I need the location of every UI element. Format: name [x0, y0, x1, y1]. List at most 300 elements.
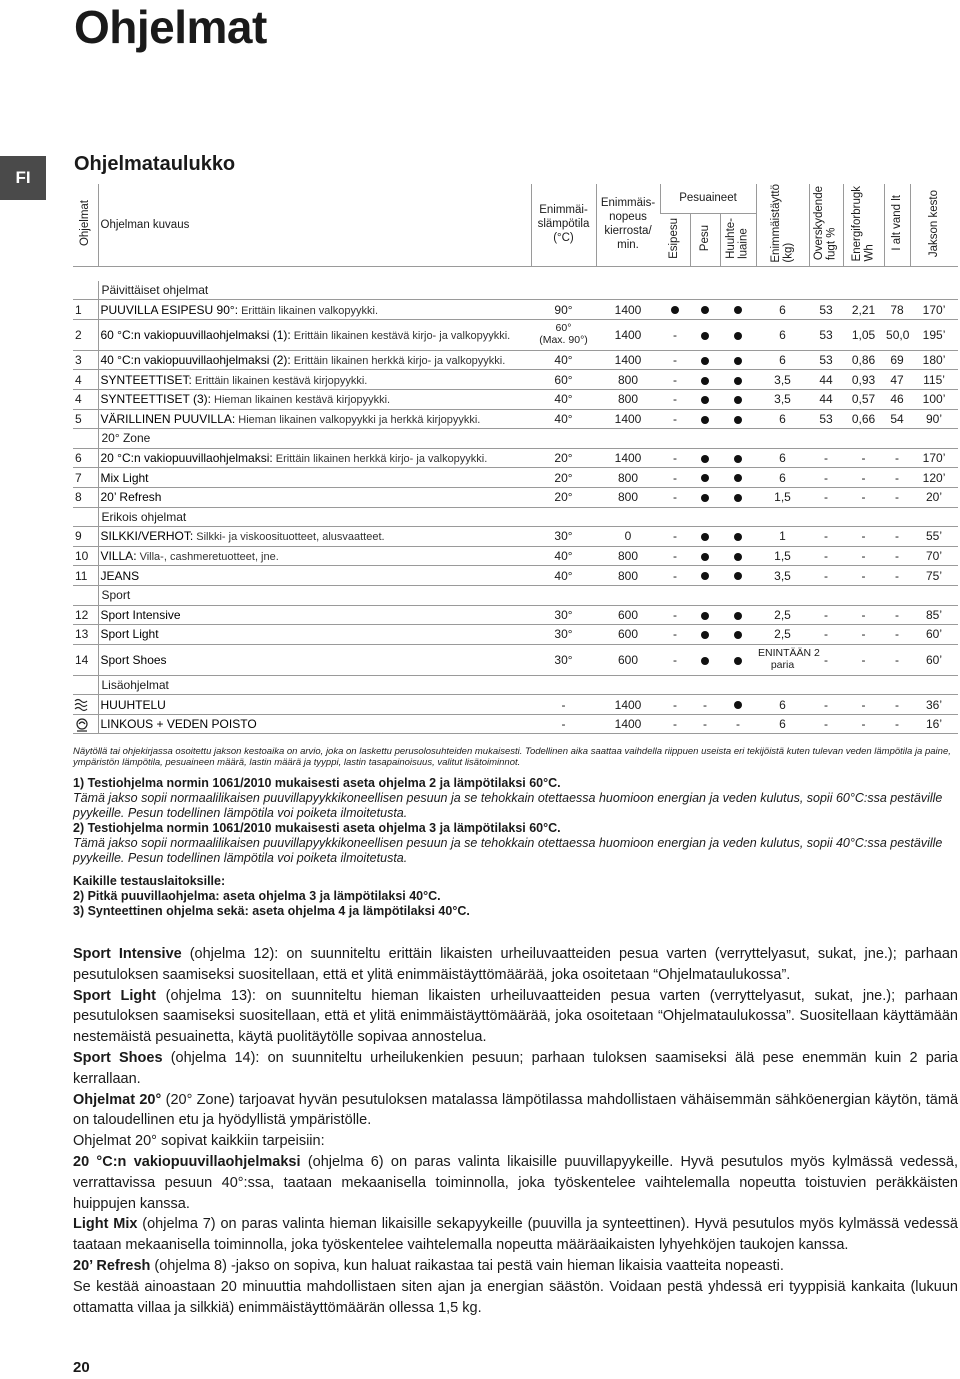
water-consumption: - [884, 644, 910, 675]
prewash: - [660, 527, 690, 547]
wash [690, 644, 720, 675]
residual-moisture: 44 [809, 389, 843, 409]
softener [720, 300, 756, 320]
spin-speed: 1400 [596, 350, 660, 370]
softener [720, 448, 756, 468]
prewash: - [660, 370, 690, 390]
paragraph [73, 1277, 958, 1319]
cycle-duration: 170’ [910, 448, 958, 468]
spin-speed: 1400 [596, 319, 660, 350]
spin-speed: 800 [596, 487, 660, 507]
softener [720, 695, 756, 715]
footnote-2-title: 2) Testiohjelma normin 1061/2010 mukaisesti aseta ohjelma 3 ja lämpötilaksi 60°C. [73, 821, 561, 835]
dot-icon [734, 357, 742, 365]
program-name: HUUHTELU [100, 697, 166, 712]
residual-moisture: - [809, 625, 843, 645]
dot-icon [701, 494, 709, 502]
dot-icon [734, 332, 742, 340]
water-consumption: - [884, 566, 910, 586]
program-detail: Villa-, cashmeretuotteet, jne. [136, 551, 279, 564]
group-spacer [73, 585, 98, 605]
temperature: 30° [531, 644, 596, 675]
cycle-duration: 55’ [910, 527, 958, 547]
dot-icon [734, 701, 742, 709]
program-name: 20’ Refresh [100, 490, 162, 505]
paragraph-text: (ohjelma 13): on suunniteltu hieman likaisten urheiluvaatteiden pesua varten (verryttelyasut, sukat, jne.); parhaan pesutuloksen saamiseksi suositellaan, että et ylitä enimmäistäyttömäärää, joka osoitetaan “Ohjelmataulukossa”. Suositellaan käyttämään nestemäistä pesuainetta, käytä puolitäytölle sopivaa annostelua. [73, 987, 958, 1046]
labs-title: Kaikille testauslaitoksille: [73, 874, 226, 888]
water-consumption: - [884, 625, 910, 645]
program-name: Sport Shoes [100, 652, 167, 667]
energy-consumption: - [843, 695, 884, 715]
header-softener: Huuhte- luaine [720, 213, 756, 266]
program-number: 2 [73, 319, 98, 350]
wash [690, 409, 720, 429]
wash [690, 527, 720, 547]
program-description [98, 695, 531, 715]
program-name: SILKKI/VERHOT: [100, 529, 194, 544]
prewash: - [660, 566, 690, 586]
cycle-duration: 195’ [910, 319, 958, 350]
header-energy: Energiforbrugk Wh [843, 184, 884, 266]
wash [690, 468, 720, 488]
paragraph-keyword: Ohjelmat 20° [73, 1091, 162, 1108]
header-duration: Jakson kesto [910, 184, 958, 266]
group-spacer [73, 675, 98, 695]
paragraph [73, 986, 958, 1048]
cycle-duration: 60’ [910, 625, 958, 645]
header-max-load: Enimmäistäyttö (kg) [756, 184, 809, 266]
header-max-temp: Enimmäi- slämpötila (°C) [531, 184, 596, 266]
energy-consumption: - [843, 546, 884, 566]
softener [720, 527, 756, 547]
temperature: 20° [531, 487, 596, 507]
softener: - [720, 714, 756, 734]
program-description [98, 409, 531, 429]
wash [690, 546, 720, 566]
paragraph [73, 1256, 958, 1277]
table-row [73, 527, 958, 547]
temperature [531, 319, 596, 350]
page-title: Ohjelmat [74, 1, 267, 53]
max-load: 1,5 [756, 487, 809, 507]
max-load: 6 [756, 695, 809, 715]
water-consumption: - [884, 487, 910, 507]
cycle-duration: 16’ [910, 714, 958, 734]
water-consumption: 69 [884, 350, 910, 370]
program-detail: Silkki- ja viskoosituotteet, alusvaatteet. [193, 531, 385, 544]
header-water: I alt vand lt [884, 184, 910, 266]
energy-consumption: - [843, 605, 884, 625]
program-detail: Hieman likainen valkopyykki ja herkkä kirjopyykki. [235, 413, 481, 426]
group-spacer [73, 281, 98, 300]
paragraph [73, 1090, 958, 1132]
dot-icon [734, 416, 742, 424]
max-load: 1 [756, 527, 809, 547]
program-number: 4 [73, 389, 98, 409]
max-load-value: ENINTÄÄN 2 [758, 647, 820, 660]
residual-moisture: - [809, 448, 843, 468]
table-row [73, 566, 958, 586]
group-label: 20° Zone [98, 429, 958, 449]
dot-icon [734, 494, 742, 502]
program-description [98, 714, 531, 734]
table-row [73, 370, 958, 390]
max-load: 3,5 [756, 370, 809, 390]
water-consumption: - [884, 527, 910, 547]
header-programs: Ohjelmat [73, 184, 98, 266]
dot-icon [734, 474, 742, 482]
water-consumption: - [884, 714, 910, 734]
paragraph-keyword: 20’ Refresh [73, 1257, 151, 1274]
header-max-speed: Enimmäis- nopeus kierrosta/ min. [596, 184, 660, 266]
max-load: 6 [756, 448, 809, 468]
energy-consumption: - [843, 527, 884, 547]
wash: - [690, 695, 720, 715]
dot-icon [734, 306, 742, 314]
temperature: 40° [531, 546, 596, 566]
max-load: 6 [756, 350, 809, 370]
dot-icon [701, 474, 709, 482]
program-name: Sport Light [100, 627, 159, 642]
program-name: 20 °C:n vakiopuuvillaohjelmaksi: [100, 451, 273, 466]
paragraph-keyword: Light Mix [73, 1216, 138, 1233]
group-row [73, 281, 958, 300]
water-consumption: 46 [884, 389, 910, 409]
program-detail: Erittäin likainen herkkä kirjo- ja valkopyykki. [272, 453, 488, 466]
spin-icon [73, 718, 91, 732]
program-description [98, 605, 531, 625]
residual-moisture: 53 [809, 319, 843, 350]
paragraph [73, 1048, 958, 1090]
softener [720, 644, 756, 675]
program-description [98, 468, 531, 488]
cycle-duration: 70’ [910, 546, 958, 566]
group-row [73, 507, 958, 527]
spin-speed: 600 [596, 644, 660, 675]
energy-consumption: 0,93 [843, 370, 884, 390]
paragraph-text: (ohjelma 7) on paras valinta hieman likaisille sekapyykeille (puuvilla ja synteettinen). Hyvä pesutulos myös kylmässä vedessä taataan mekaanisella toiminnolla, joka työskentelee vaihtelemalla nopeutta määräaikaisten lyhyehköjen taukojen kanssa. [73, 1216, 958, 1254]
program-description [98, 319, 531, 350]
max-load: 6 [756, 319, 809, 350]
softener [720, 487, 756, 507]
softener [720, 468, 756, 488]
dot-icon [701, 612, 709, 620]
page-number: 20 [73, 1359, 90, 1376]
program-name: JEANS [100, 568, 140, 583]
residual-moisture: - [809, 714, 843, 734]
program-name: PUUVILLA ESIPESU 90°: [100, 302, 239, 317]
paragraph [73, 944, 958, 986]
program-name: LINKOUS + VEDEN POISTO [100, 717, 257, 732]
program-name: 60 °C:n vakiopuuvillaohjelmaksi (1): [100, 327, 291, 342]
dot-icon [734, 631, 742, 639]
paragraph-text: (ohjelma 14): on suunniteltu urheilukenkien pesuun; parhaan tuloksen saamiseksi älä pese enemmän kuin 2 paria kerrallaan. [73, 1049, 958, 1087]
program-number: 9 [73, 527, 98, 547]
spin-speed: 800 [596, 546, 660, 566]
wash [690, 448, 720, 468]
program-description [98, 566, 531, 586]
dot-icon [734, 455, 742, 463]
dot-icon [671, 306, 679, 314]
paragraph-keyword: Sport Light [73, 987, 156, 1004]
program-name: Sport Intensive [100, 607, 181, 622]
program-descriptions [73, 944, 958, 1318]
softener [720, 370, 756, 390]
residual-moisture: - [809, 527, 843, 547]
program-number: 10 [73, 546, 98, 566]
prewash: - [660, 605, 690, 625]
temperature: - [531, 695, 596, 715]
program-description [98, 300, 531, 320]
table-row [73, 605, 958, 625]
max-load: 6 [756, 409, 809, 429]
table-row [73, 487, 958, 507]
dot-icon [701, 572, 709, 580]
group-spacer [73, 429, 98, 449]
paragraph [73, 1214, 958, 1256]
spin-speed: 1400 [596, 448, 660, 468]
spin-speed: 1400 [596, 714, 660, 734]
cycle-duration: 36’ [910, 695, 958, 715]
dot-icon [701, 332, 709, 340]
table-row [73, 350, 958, 370]
residual-moisture: - [809, 487, 843, 507]
prewash: - [660, 644, 690, 675]
wash [690, 389, 720, 409]
program-description [98, 487, 531, 507]
paragraph [73, 1131, 958, 1152]
max-load: 3,5 [756, 389, 809, 409]
table-row [73, 409, 958, 429]
program-number [73, 714, 98, 734]
cycle-duration: 20’ [910, 487, 958, 507]
prewash: - [660, 448, 690, 468]
energy-consumption: 0,66 [843, 409, 884, 429]
program-table [73, 184, 958, 734]
program-description [98, 625, 531, 645]
max-load: 2,5 [756, 605, 809, 625]
program-name: 40 °C:n vakiopuuvillaohjelmaksi (2): [100, 353, 291, 368]
cycle-duration: 60’ [910, 644, 958, 675]
program-name: SYNTEETTISET: [100, 372, 192, 387]
cycle-duration: 75’ [910, 566, 958, 586]
footnote-1-text: Tämä jakso sopii normaalilikaisen puuvillapyykkikoneellisen pesuun ja se tehokkain otettaessa huomioon energian ja veden kulutus, sopii 60°C:ssa pestäville pyykeille. Pesun todellinen lämpötila voi poiketa ilmoitetusta. [73, 791, 943, 820]
group-row [73, 675, 958, 695]
dot-icon [734, 377, 742, 385]
group-row [73, 585, 958, 605]
energy-consumption: - [843, 714, 884, 734]
max-load: 6 [756, 714, 809, 734]
residual-moisture: - [809, 605, 843, 625]
table-row [73, 468, 958, 488]
program-description [98, 448, 531, 468]
prewash: - [660, 468, 690, 488]
temperature: - [531, 714, 596, 734]
header-description: Ohjelman kuvaus [98, 184, 531, 266]
softener [720, 389, 756, 409]
spin-speed: 600 [596, 605, 660, 625]
spin-speed: 800 [596, 370, 660, 390]
table-row [73, 546, 958, 566]
water-consumption: 50,0 [884, 319, 910, 350]
table-row [73, 448, 958, 468]
prewash: - [660, 409, 690, 429]
prewash: - [660, 350, 690, 370]
footnotes [73, 776, 958, 919]
water-consumption: - [884, 448, 910, 468]
program-description [98, 350, 531, 370]
water-consumption: 78 [884, 300, 910, 320]
energy-consumption: 0,86 [843, 350, 884, 370]
paragraph-keyword: Sport Intensive [73, 946, 182, 962]
dot-icon [701, 416, 709, 424]
temperature-value: 60° [555, 322, 572, 335]
prewash: - [660, 389, 690, 409]
wash [690, 566, 720, 586]
max-load [756, 644, 820, 675]
dot-icon [734, 533, 742, 541]
temperature: 40° [531, 566, 596, 586]
temperature: 40° [531, 389, 596, 409]
spin-speed: 1400 [596, 409, 660, 429]
group-label: Lisäohjelmat [98, 675, 958, 695]
energy-consumption: 2,21 [843, 300, 884, 320]
table-row [73, 695, 958, 715]
prewash: - [660, 625, 690, 645]
program-description [98, 546, 531, 566]
program-number: 1 [73, 300, 98, 320]
max-load-unit: paria [770, 658, 795, 671]
program-number: 8 [73, 487, 98, 507]
program-detail: Erittäin likainen valkopyykki. [238, 304, 379, 317]
softener [720, 546, 756, 566]
dot-icon [734, 396, 742, 404]
program-number [73, 695, 98, 715]
header-residual: Overskydende fugt % [809, 184, 843, 266]
program-detail: Erittäin likainen kestävä kirjo- ja valkopyykki. [290, 329, 511, 342]
table-row [73, 714, 958, 734]
softener [720, 350, 756, 370]
paragraph-keyword: 20 °C:n vakiopuuvillaohjelmaksi [73, 1153, 301, 1170]
program-name: SYNTEETTISET (3): [100, 392, 211, 407]
program-name: VÄRILLINEN PUUVILLA: [100, 411, 236, 426]
rinse-icon [73, 698, 91, 712]
energy-consumption: 1,05 [843, 319, 884, 350]
cycle-duration: 120’ [910, 468, 958, 488]
paragraph-text: (ohjelma 6) on paras valinta likaisille puuvillapyykeille. Hyvä pesutulos myös kylmässä vedessä, verrattavissa pesuun 40°:ssa, taataan mekaanisella toiminnolla, joka työskentelee vaihtelemalla nopeutta toistuvien peräkkäisten huippujen kanssa. [73, 1153, 958, 1212]
cycle-duration: 115’ [910, 370, 958, 390]
water-consumption: - [884, 468, 910, 488]
temperature: 60° [531, 370, 596, 390]
program-detail: Erittäin likainen herkkä kirjo- ja valkopyykki. [290, 355, 506, 368]
max-load: 1,5 [756, 546, 809, 566]
program-number: 7 [73, 468, 98, 488]
residual-moisture: 53 [809, 300, 843, 320]
table-row [73, 300, 958, 320]
dot-icon [734, 612, 742, 620]
dot-icon [701, 396, 709, 404]
energy-consumption: - [843, 566, 884, 586]
table-row [73, 319, 958, 350]
max-load: 3,5 [756, 566, 809, 586]
softener [720, 319, 756, 350]
wash [690, 370, 720, 390]
program-number: 5 [73, 409, 98, 429]
labs-line-3: 3) Synteettinen ohjelma sekä: aseta ohjelma 4 ja lämpötilaksi 40°C. [73, 904, 470, 918]
language-tab: FI [0, 156, 46, 200]
residual-moisture: 53 [809, 350, 843, 370]
wash: - [690, 714, 720, 734]
temperature: 20° [531, 448, 596, 468]
group-label: Sport [98, 585, 958, 605]
wash [690, 605, 720, 625]
cycle-duration: 170’ [910, 300, 958, 320]
residual-moisture: - [809, 695, 843, 715]
program-description [98, 389, 531, 409]
max-load: 6 [756, 468, 809, 488]
program-table-body [73, 281, 958, 734]
energy-consumption: 0,57 [843, 389, 884, 409]
section-title: Ohjelmataulukko [74, 153, 236, 175]
cycle-duration: 85’ [910, 605, 958, 625]
paragraph-text: Se kestää ainoastaan 20 minuuttia mahdollistaen siten ajan ja energian säästön. Voidaan pestä yhdessä eri tyyppisiä kankaita (lukuun ottamatta villaa ja silkkiä) enimmäistäyttömäärän ollessa 1,5 kg. [73, 1278, 958, 1316]
paragraph-text: (ohjelma 8) -jakso on sopiva, kun haluat raikastaa tai pestä vain hieman likaisia vaatteita nopeasti. [150, 1257, 784, 1274]
max-load: 2,5 [756, 625, 809, 645]
spin-speed: 1400 [596, 695, 660, 715]
spin-speed: 600 [596, 625, 660, 645]
header-detergents: Pesuaineet [660, 184, 756, 213]
program-description [98, 527, 531, 547]
dot-icon [701, 533, 709, 541]
group-spacer [73, 507, 98, 527]
group-row [73, 429, 958, 449]
water-consumption: - [884, 605, 910, 625]
prewash: - [660, 546, 690, 566]
water-consumption: 54 [884, 409, 910, 429]
wash [690, 350, 720, 370]
prewash: - [660, 695, 690, 715]
cycle-duration: 180’ [910, 350, 958, 370]
spin-speed: 800 [596, 468, 660, 488]
wash [690, 300, 720, 320]
prewash [660, 300, 690, 320]
softener [720, 605, 756, 625]
table-row [73, 625, 958, 645]
dot-icon [734, 553, 742, 561]
program-detail: Erittäin likainen kestävä kirjopyykki. [191, 374, 368, 387]
program-number: 13 [73, 625, 98, 645]
temperature: 30° [531, 605, 596, 625]
wash [690, 319, 720, 350]
residual-moisture: - [809, 644, 843, 675]
labs-line-2: 2) Pitkä puuvillaohjelma: aseta ohjelma 3 ja lämpötilaksi 40°C. [73, 889, 441, 903]
max-load: 6 [756, 300, 809, 320]
prewash: - [660, 487, 690, 507]
table-row [73, 389, 958, 409]
program-number: 11 [73, 566, 98, 586]
program-number: 12 [73, 605, 98, 625]
dot-icon [701, 455, 709, 463]
dot-icon [734, 572, 742, 580]
paragraph-text: Ohjelmat 20° sopivat kaikkiin tarpeisiin: [73, 1133, 325, 1150]
residual-moisture: - [809, 566, 843, 586]
program-number: 3 [73, 350, 98, 370]
water-consumption: 47 [884, 370, 910, 390]
residual-moisture: 44 [809, 370, 843, 390]
program-description [98, 644, 531, 675]
temperature: 20° [531, 468, 596, 488]
program-number: 4 [73, 370, 98, 390]
